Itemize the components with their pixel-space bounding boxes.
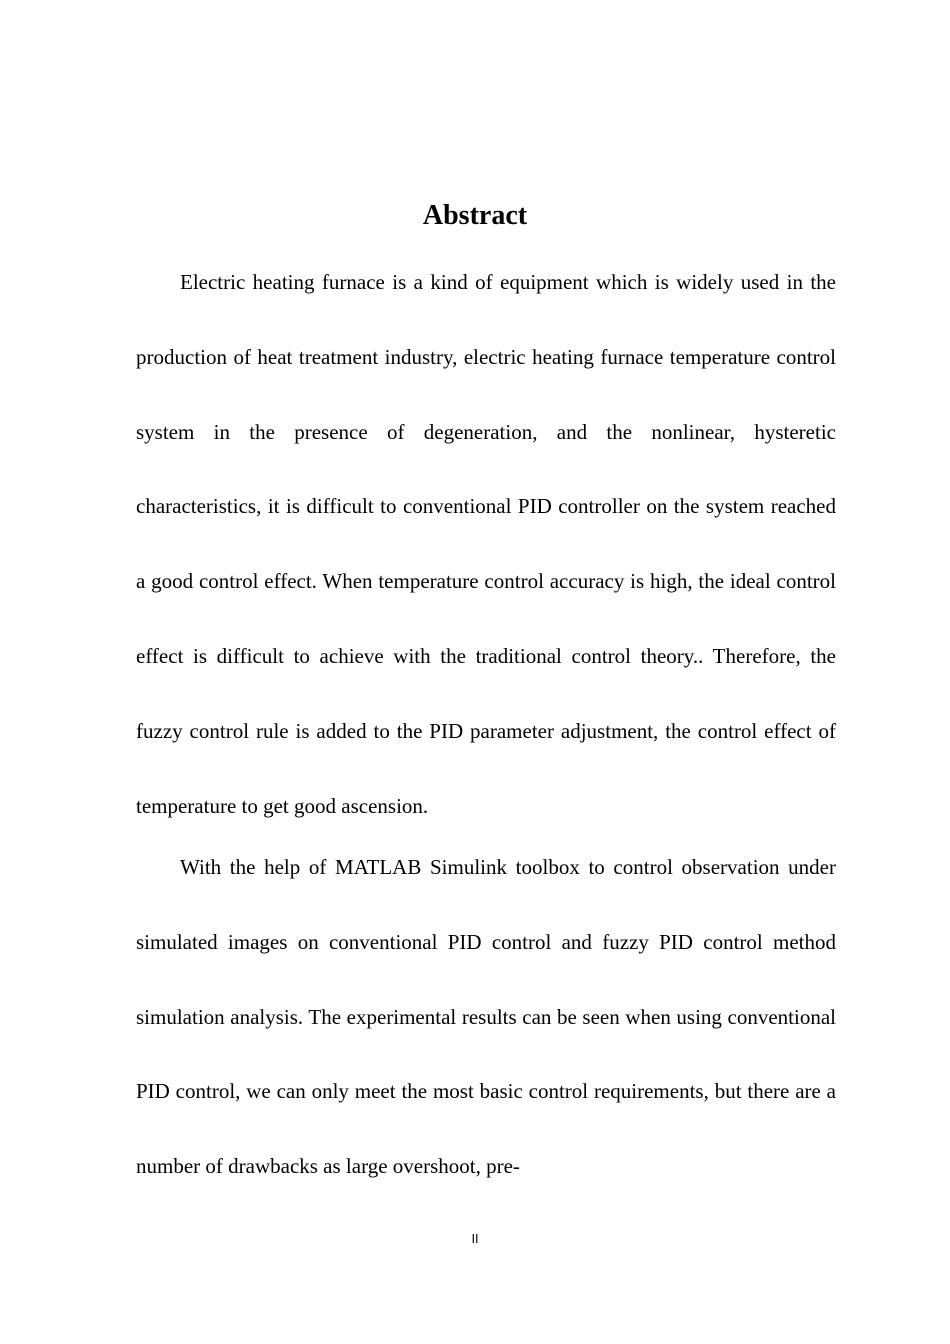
page-number: II	[471, 1232, 479, 1246]
abstract-heading: Abstract	[422, 200, 528, 231]
abstract-paragraph-1: Electric heating furnace is a kind of equipment which is widely used in the production of heat treatment industry, electric heating furnace temperature control system in the presence of degeneration, and the nonlinear, hysteretic characteristics, it is difficult to conventional PID controller on the system reached a good control effect. When temperature control accuracy is high, the ideal control effect is difficult to achieve with the traditional control theory.. Therefore, the fuzzy control rule is added to the PID parameter adjustment, the control effect of temperature to get good ascension.	[136, 270, 836, 818]
abstract-paragraph-2: With the help of MATLAB Simulink toolbox to control observation under simulated images on conventional PID control and fuzzy PID control method simulation analysis. The experimental results can be seen when using conventional PID control, we can only meet the most basic control requirements, but there are a number of drawbacks as large overshoot, pre-	[136, 855, 836, 1179]
